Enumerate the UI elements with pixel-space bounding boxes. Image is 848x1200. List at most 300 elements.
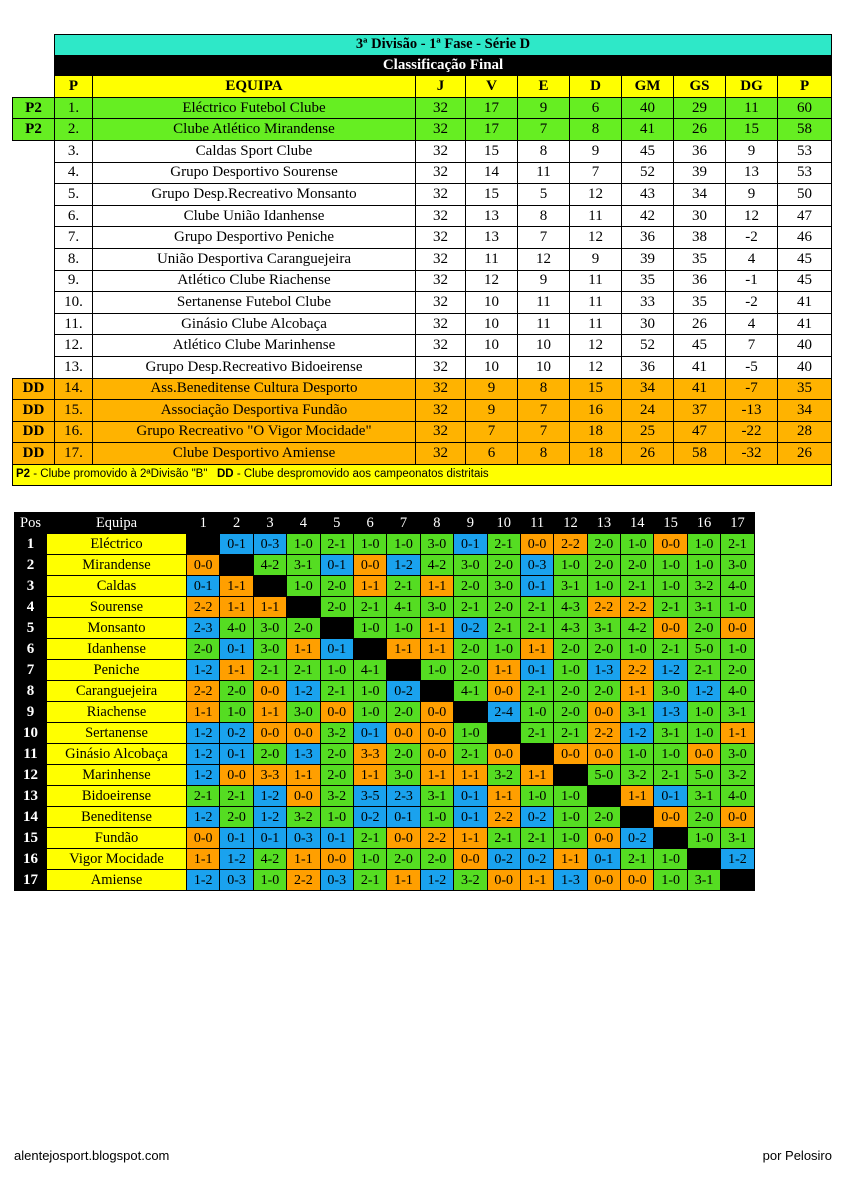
result-cell: 1-1 xyxy=(420,576,453,597)
result-cell: 4-0 xyxy=(721,576,754,597)
matrix-row xyxy=(15,807,755,828)
result-cell: 4-1 xyxy=(387,597,420,618)
matrix-row-pos: 9 xyxy=(15,702,47,723)
result-cell: 3-1 xyxy=(687,786,720,807)
cell-played: 32 xyxy=(416,421,466,443)
result-cell: 5-0 xyxy=(687,639,720,660)
result-cell: 1-0 xyxy=(687,534,720,555)
result-cell: 1-0 xyxy=(721,639,754,660)
header-played: J xyxy=(416,76,466,98)
result-cell: 1-2 xyxy=(187,723,220,744)
matrix-row-team: Vigor Mocidade xyxy=(47,849,187,870)
matrix-row-pos: 6 xyxy=(15,639,47,660)
cell-drawn: 5 xyxy=(518,184,570,206)
result-cell: 2-1 xyxy=(220,786,253,807)
cell-won: 10 xyxy=(466,292,518,314)
matrix-row-pos: 3 xyxy=(15,576,47,597)
matrix-header-col: 2 xyxy=(220,513,253,534)
cell-team: Atlético Clube Marinhense xyxy=(93,335,416,357)
result-cell: 1-0 xyxy=(520,786,553,807)
cell-played: 32 xyxy=(416,356,466,378)
matrix-header-col: 7 xyxy=(387,513,420,534)
cell-played: 32 xyxy=(416,205,466,227)
standings-row xyxy=(13,184,832,206)
legend-p2-code: P2 xyxy=(16,468,31,481)
result-cell: 0-0 xyxy=(387,723,420,744)
matrix-row-pos: 1 xyxy=(15,534,47,555)
cell-pos: 3. xyxy=(55,140,93,162)
status-tag: DD xyxy=(13,400,55,422)
matrix-row-team: Caldas xyxy=(47,576,187,597)
table-subtitle: Classificação Final xyxy=(55,55,832,76)
cell-goal-diff: -2 xyxy=(726,292,778,314)
cell-goals-against: 30 xyxy=(674,205,726,227)
cell-drawn: 8 xyxy=(518,443,570,465)
matrix-row-team: Beneditense xyxy=(47,807,187,828)
result-cell: 2-0 xyxy=(454,660,487,681)
cell-drawn: 11 xyxy=(518,313,570,335)
result-cell-diagonal xyxy=(687,849,720,870)
matrix-row-pos: 14 xyxy=(15,807,47,828)
matrix-header-col: 12 xyxy=(554,513,587,534)
result-cell: 2-1 xyxy=(520,828,553,849)
matrix-row xyxy=(15,828,755,849)
matrix-row-pos: 16 xyxy=(15,849,47,870)
result-cell: 1-1 xyxy=(187,849,220,870)
result-cell: 1-2 xyxy=(420,870,453,891)
result-cell-diagonal xyxy=(253,576,286,597)
cell-drawn: 9 xyxy=(518,97,570,119)
result-cell: 0-3 xyxy=(287,828,320,849)
result-cell: 1-1 xyxy=(220,660,253,681)
cell-team: Caldas Sport Clube xyxy=(93,140,416,162)
cell-team: Grupo Desportivo Peniche xyxy=(93,227,416,249)
cell-team: Grupo Recreativo "O Vigor Mocidade" xyxy=(93,421,416,443)
status-tag xyxy=(13,313,55,335)
cell-lost: 12 xyxy=(570,335,622,357)
result-cell: 2-1 xyxy=(287,660,320,681)
result-cell: 2-0 xyxy=(220,681,253,702)
cell-points: 47 xyxy=(778,205,832,227)
result-cell: 3-0 xyxy=(253,618,286,639)
cell-points: 46 xyxy=(778,227,832,249)
result-cell: 2-0 xyxy=(253,744,286,765)
cell-lost: 11 xyxy=(570,292,622,314)
result-cell: 0-2 xyxy=(520,849,553,870)
title-row xyxy=(13,35,832,56)
header-points: P xyxy=(778,76,832,98)
cell-goals-for: 33 xyxy=(622,292,674,314)
cell-lost: 9 xyxy=(570,248,622,270)
matrix-header-col: 15 xyxy=(654,513,687,534)
result-cell: 1-0 xyxy=(554,555,587,576)
result-cell: 1-2 xyxy=(253,786,286,807)
result-cell: 0-0 xyxy=(721,618,754,639)
cell-goals-for: 35 xyxy=(622,270,674,292)
cell-goals-for: 24 xyxy=(622,400,674,422)
cell-lost: 18 xyxy=(570,421,622,443)
cell-lost: 12 xyxy=(570,356,622,378)
result-cell-diagonal xyxy=(487,723,520,744)
result-cell: 1-1 xyxy=(454,765,487,786)
cell-pos: 7. xyxy=(55,227,93,249)
cell-won: 9 xyxy=(466,378,518,400)
result-cell: 0-0 xyxy=(320,702,353,723)
result-cell: 2-1 xyxy=(353,597,386,618)
result-cell: 2-1 xyxy=(520,597,553,618)
result-cell: 1-0 xyxy=(353,618,386,639)
result-cell: 3-1 xyxy=(721,702,754,723)
cell-goal-diff: 9 xyxy=(726,184,778,206)
result-cell: 4-3 xyxy=(554,618,587,639)
matrix-row-team: Mirandense xyxy=(47,555,187,576)
result-cell: 1-2 xyxy=(187,744,220,765)
result-cell: 2-1 xyxy=(520,618,553,639)
result-cell-diagonal xyxy=(220,555,253,576)
result-cell: 3-0 xyxy=(420,597,453,618)
matrix-row-team: Fundão xyxy=(47,828,187,849)
result-cell: 3-2 xyxy=(721,765,754,786)
cell-goals-for: 34 xyxy=(622,378,674,400)
result-cell: 3-1 xyxy=(687,597,720,618)
header-pos: P xyxy=(55,76,93,98)
cell-goals-for: 52 xyxy=(622,335,674,357)
result-cell: 0-0 xyxy=(420,702,453,723)
result-cell: 1-2 xyxy=(287,681,320,702)
result-cell: 3-2 xyxy=(454,870,487,891)
result-cell: 0-0 xyxy=(654,618,687,639)
cell-points: 53 xyxy=(778,162,832,184)
result-cell: 1-2 xyxy=(253,807,286,828)
cell-pos: 4. xyxy=(55,162,93,184)
cell-won: 13 xyxy=(466,205,518,227)
result-cell: 2-1 xyxy=(554,723,587,744)
cell-goal-diff: -22 xyxy=(726,421,778,443)
matrix-row xyxy=(15,576,755,597)
result-cell: 0-0 xyxy=(587,744,620,765)
result-cell: 0-2 xyxy=(387,681,420,702)
standings-body xyxy=(13,97,832,464)
matrix-row xyxy=(15,618,755,639)
result-cell: 3-0 xyxy=(253,639,286,660)
standings-row xyxy=(13,162,832,184)
cell-lost: 11 xyxy=(570,313,622,335)
cell-goals-against: 37 xyxy=(674,400,726,422)
status-tag: P2 xyxy=(13,97,55,119)
result-cell: 2-1 xyxy=(320,681,353,702)
status-tag xyxy=(13,248,55,270)
result-cell: 0-1 xyxy=(454,807,487,828)
result-cell: 0-0 xyxy=(487,870,520,891)
result-cell: 0-0 xyxy=(621,870,654,891)
result-cell: 1-0 xyxy=(287,576,320,597)
result-cell: 2-1 xyxy=(353,828,386,849)
result-cell: 2-1 xyxy=(353,870,386,891)
cell-goals-for: 36 xyxy=(622,356,674,378)
result-cell: 2-1 xyxy=(187,786,220,807)
result-cell: 0-0 xyxy=(220,765,253,786)
status-tag: DD xyxy=(13,378,55,400)
footer-author: por Pelosiro xyxy=(762,1148,832,1163)
status-tag xyxy=(13,270,55,292)
result-cell: 2-0 xyxy=(621,555,654,576)
result-cell: 1-0 xyxy=(520,702,553,723)
result-cell: 1-0 xyxy=(353,702,386,723)
cell-drawn: 10 xyxy=(518,335,570,357)
result-cell: 1-0 xyxy=(220,702,253,723)
result-cell: 0-0 xyxy=(687,744,720,765)
cell-won: 17 xyxy=(466,97,518,119)
result-cell: 2-0 xyxy=(387,849,420,870)
result-cell: 2-0 xyxy=(587,681,620,702)
cell-played: 32 xyxy=(416,227,466,249)
result-cell: 1-1 xyxy=(520,765,553,786)
result-cell: 3-3 xyxy=(253,765,286,786)
result-cell: 0-1 xyxy=(587,849,620,870)
result-cell: 2-0 xyxy=(587,807,620,828)
result-cell: 1-2 xyxy=(621,723,654,744)
status-tag xyxy=(13,140,55,162)
result-cell: 1-0 xyxy=(587,576,620,597)
result-cell: 1-0 xyxy=(554,828,587,849)
result-cell: 1-3 xyxy=(554,870,587,891)
matrix-row xyxy=(15,681,755,702)
cell-points: 26 xyxy=(778,443,832,465)
result-cell: 1-1 xyxy=(420,618,453,639)
cell-team: Clube União Idanhense xyxy=(93,205,416,227)
result-cell: 2-2 xyxy=(587,723,620,744)
result-cell: 1-1 xyxy=(387,639,420,660)
cell-goals-against: 29 xyxy=(674,97,726,119)
cell-goals-against: 26 xyxy=(674,119,726,141)
cell-goal-diff: 4 xyxy=(726,248,778,270)
cell-goals-against: 35 xyxy=(674,292,726,314)
cell-goals-against: 45 xyxy=(674,335,726,357)
result-cell: 0-3 xyxy=(520,555,553,576)
legend-p2-text: - Clube promovido à 2ªDivisão "B" xyxy=(30,468,217,481)
cell-goals-for: 52 xyxy=(622,162,674,184)
result-cell: 2-0 xyxy=(320,597,353,618)
result-cell: 0-1 xyxy=(320,555,353,576)
cell-goal-diff: -13 xyxy=(726,400,778,422)
standings-row xyxy=(13,443,832,465)
result-cell: 1-1 xyxy=(287,639,320,660)
matrix-row-pos: 4 xyxy=(15,597,47,618)
cell-points: 40 xyxy=(778,335,832,357)
result-cell: 3-1 xyxy=(621,702,654,723)
status-tag: DD xyxy=(13,443,55,465)
standings-row xyxy=(13,248,832,270)
matrix-row-team: Sertanense xyxy=(47,723,187,744)
matrix-row xyxy=(15,786,755,807)
status-tag xyxy=(13,227,55,249)
result-cell: 1-1 xyxy=(487,786,520,807)
cell-goal-diff: -5 xyxy=(726,356,778,378)
result-cell: 2-3 xyxy=(187,618,220,639)
result-cell: 0-0 xyxy=(654,807,687,828)
matrix-row-team: Riachense xyxy=(47,702,187,723)
cell-goal-diff: 12 xyxy=(726,205,778,227)
result-cell: 2-0 xyxy=(320,576,353,597)
result-cell-diagonal xyxy=(554,765,587,786)
result-cell: 1-0 xyxy=(554,660,587,681)
result-cell: 1-1 xyxy=(353,576,386,597)
cell-points: 41 xyxy=(778,313,832,335)
result-cell: 1-2 xyxy=(387,555,420,576)
cell-won: 15 xyxy=(466,184,518,206)
result-cell: 1-1 xyxy=(287,765,320,786)
matrix-header-col: 5 xyxy=(320,513,353,534)
result-cell: 0-0 xyxy=(487,681,520,702)
result-cell: 2-1 xyxy=(487,618,520,639)
matrix-row xyxy=(15,555,755,576)
standings-row xyxy=(13,97,832,119)
matrix-row-pos: 11 xyxy=(15,744,47,765)
result-cell: 2-0 xyxy=(320,765,353,786)
cell-won: 10 xyxy=(466,356,518,378)
cell-team: Grupo Desp.Recreativo Bidoeirense xyxy=(93,356,416,378)
cell-played: 32 xyxy=(416,292,466,314)
matrix-header-col: 10 xyxy=(487,513,520,534)
result-cell: 3-2 xyxy=(320,723,353,744)
result-cell: 2-2 xyxy=(554,534,587,555)
result-cell: 4-0 xyxy=(721,681,754,702)
matrix-header-col: 6 xyxy=(353,513,386,534)
standings-row xyxy=(13,356,832,378)
result-cell: 0-1 xyxy=(520,576,553,597)
result-cell: 1-2 xyxy=(654,660,687,681)
cell-team: Eléctrico Futebol Clube xyxy=(93,97,416,119)
header-won: V xyxy=(466,76,518,98)
cell-team: Clube Desportivo Amiense xyxy=(93,443,416,465)
standings-row xyxy=(13,313,832,335)
result-cell: 4-1 xyxy=(353,660,386,681)
cell-drawn: 8 xyxy=(518,378,570,400)
status-tag: P2 xyxy=(13,119,55,141)
standings-row xyxy=(13,119,832,141)
result-cell: 1-2 xyxy=(187,870,220,891)
cell-played: 32 xyxy=(416,119,466,141)
standings-table xyxy=(12,34,832,486)
cell-team: Grupo Desp.Recreativo Monsanto xyxy=(93,184,416,206)
result-cell: 0-0 xyxy=(520,534,553,555)
matrix-row-team: Bidoeirense xyxy=(47,786,187,807)
cell-goal-diff: 9 xyxy=(726,140,778,162)
cell-goals-for: 26 xyxy=(622,443,674,465)
cell-drawn: 11 xyxy=(518,162,570,184)
result-cell: 2-2 xyxy=(587,597,620,618)
result-cell: 0-1 xyxy=(220,828,253,849)
result-cell: 1-1 xyxy=(187,702,220,723)
result-cell: 0-0 xyxy=(420,723,453,744)
result-cell: 3-1 xyxy=(721,828,754,849)
result-cell: 3-5 xyxy=(353,786,386,807)
legend-dd-text: - Clube despromovido aos campeonatos distritais xyxy=(233,468,489,481)
standings-row xyxy=(13,227,832,249)
result-cell: 1-1 xyxy=(621,681,654,702)
result-cell: 1-1 xyxy=(220,576,253,597)
cell-lost: 12 xyxy=(570,184,622,206)
result-cell-diagonal xyxy=(621,807,654,828)
result-cell: 1-1 xyxy=(621,786,654,807)
result-cell: 2-1 xyxy=(654,597,687,618)
result-cell: 5-0 xyxy=(687,765,720,786)
footer-site: alentejosport.blogspot.com xyxy=(14,1148,170,1163)
result-cell: 1-0 xyxy=(621,639,654,660)
cell-goals-against: 26 xyxy=(674,313,726,335)
matrix-row-team: Caranguejeira xyxy=(47,681,187,702)
result-cell: 0-0 xyxy=(721,807,754,828)
cell-goals-for: 36 xyxy=(622,227,674,249)
result-cell: 4-2 xyxy=(420,555,453,576)
result-cell: 3-3 xyxy=(353,744,386,765)
cell-pos: 10. xyxy=(55,292,93,314)
cell-played: 32 xyxy=(416,184,466,206)
cell-team: Sertanense Futebol Clube xyxy=(93,292,416,314)
result-cell: 1-0 xyxy=(654,555,687,576)
result-cell: 2-0 xyxy=(721,660,754,681)
matrix-header-col: 17 xyxy=(721,513,754,534)
matrix-header-col: 1 xyxy=(187,513,220,534)
matrix-row-team: Monsanto xyxy=(47,618,187,639)
result-cell: 0-1 xyxy=(253,828,286,849)
result-cell: 2-0 xyxy=(554,702,587,723)
result-cell: 1-3 xyxy=(587,660,620,681)
cell-won: 10 xyxy=(466,313,518,335)
result-cell: 2-1 xyxy=(654,765,687,786)
results-matrix xyxy=(14,512,755,891)
cell-lost: 8 xyxy=(570,119,622,141)
cell-goal-diff: 13 xyxy=(726,162,778,184)
result-cell: 2-2 xyxy=(621,660,654,681)
result-cell: 2-0 xyxy=(554,639,587,660)
result-cell: 0-0 xyxy=(587,828,620,849)
result-cell-diagonal xyxy=(454,702,487,723)
result-cell: 2-0 xyxy=(687,807,720,828)
result-cell: 1-0 xyxy=(353,534,386,555)
cell-goals-for: 25 xyxy=(622,421,674,443)
status-tag xyxy=(13,184,55,206)
cell-team: Grupo Desportivo Sourense xyxy=(93,162,416,184)
cell-team: Clube Atlético Mirandense xyxy=(93,119,416,141)
cell-team: Atlético Clube Riachense xyxy=(93,270,416,292)
result-cell: 1-3 xyxy=(654,702,687,723)
matrix-row-team: Marinhense xyxy=(47,765,187,786)
matrix-row-pos: 7 xyxy=(15,660,47,681)
result-cell: 0-2 xyxy=(454,618,487,639)
result-cell: 1-1 xyxy=(220,597,253,618)
result-cell: 3-1 xyxy=(654,723,687,744)
cell-lost: 9 xyxy=(570,140,622,162)
result-cell: 4-3 xyxy=(554,597,587,618)
cell-goals-against: 36 xyxy=(674,270,726,292)
result-cell: 2-0 xyxy=(287,618,320,639)
matrix-header-col: 14 xyxy=(621,513,654,534)
result-cell: 2-0 xyxy=(554,681,587,702)
matrix-row-team: Sourense xyxy=(47,597,187,618)
result-cell: 1-1 xyxy=(253,597,286,618)
result-cell: 1-1 xyxy=(253,702,286,723)
header-lost: D xyxy=(570,76,622,98)
cell-pos: 5. xyxy=(55,184,93,206)
result-cell: 2-1 xyxy=(721,534,754,555)
result-cell: 1-2 xyxy=(187,807,220,828)
cell-goals-for: 43 xyxy=(622,184,674,206)
result-cell: 1-0 xyxy=(721,597,754,618)
result-cell: 1-0 xyxy=(687,828,720,849)
result-cell-diagonal xyxy=(654,828,687,849)
result-cell: 1-1 xyxy=(420,765,453,786)
